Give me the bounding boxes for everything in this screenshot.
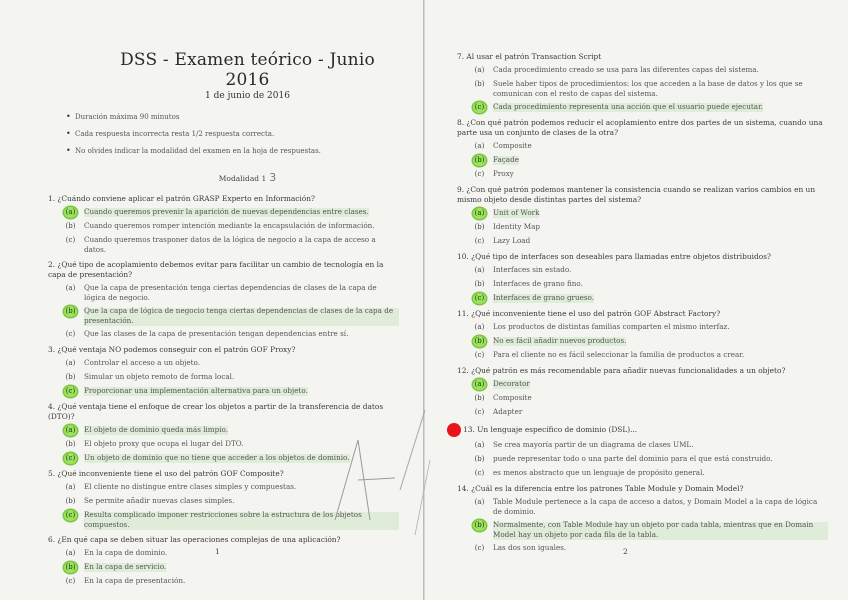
option-text: Composite — [493, 141, 532, 150]
question-number: 6. — [48, 535, 56, 544]
answer-option[interactable] — [56, 548, 399, 559]
option-label: (b) — [65, 222, 76, 230]
option-text: Que la capa de presentación tenga ciertas dependencias de clases de la capa de lógica de negocio. — [84, 283, 377, 302]
question-statement: ¿Qué ventaja NO podemos conseguir con el patrón GOF Proxy? — [57, 345, 296, 354]
question-number: 11. — [457, 309, 469, 318]
option-label-marked: (a) — [474, 209, 485, 217]
question-9 — [457, 185, 828, 247]
option-label: (a) — [474, 498, 485, 506]
question-number: 3. — [48, 345, 56, 354]
option-text: En la capa de servicio. — [84, 562, 167, 571]
option-label: (b) — [474, 394, 485, 402]
option-label: (b) — [474, 223, 485, 231]
question-text — [457, 52, 828, 62]
question-text — [48, 194, 399, 204]
answer-option[interactable] — [465, 440, 828, 451]
answer-option[interactable] — [56, 306, 399, 326]
question-number: 1. — [48, 194, 56, 203]
question-text — [457, 366, 828, 376]
option-text: Composite — [493, 393, 532, 402]
answer-option[interactable] — [465, 379, 828, 390]
question-10 — [457, 252, 828, 304]
option-label-marked: (c) — [65, 511, 76, 519]
question-text — [457, 484, 828, 494]
option-text: Adapter — [493, 407, 523, 416]
option-text: Las dos son iguales. — [493, 543, 567, 552]
option-label: (a) — [65, 284, 76, 292]
exam-title: DSS - Examen teórico - Junio 2016 — [120, 50, 375, 90]
option-text: El objeto de dominio queda más limpio. — [84, 425, 228, 434]
question-statement: ¿Con qué patrón podemos reducir el acoplamiento entre dos partes de un sistema, cuando una parte usa un conjunto de clases de la otra? — [457, 118, 823, 137]
option-text: Cada procedimiento representa una acción que el usuario puede ejecutar. — [493, 102, 764, 111]
answer-option[interactable] — [465, 393, 828, 404]
answer-option[interactable] — [56, 453, 399, 464]
question-text — [457, 185, 828, 205]
question-text — [48, 345, 399, 355]
answer-option[interactable] — [465, 336, 828, 347]
question-text — [48, 402, 399, 422]
option-text: Cuando queremos romper intención mediante la encapsulación de información. — [84, 221, 375, 230]
option-label: (a) — [474, 266, 485, 274]
option-text: Se permite añadir nuevas clases simples. — [84, 496, 235, 505]
answer-option[interactable] — [465, 279, 828, 290]
answer-option[interactable] — [465, 102, 828, 113]
option-text: No es fácil añadir nuevos productos. — [493, 336, 627, 345]
question-text — [457, 118, 828, 138]
answer-option[interactable] — [465, 322, 828, 333]
option-label: (a) — [474, 323, 485, 331]
option-label: (a) — [65, 359, 76, 367]
answer-option[interactable] — [465, 543, 828, 554]
page1-questions — [48, 194, 399, 587]
answer-option[interactable] — [465, 222, 828, 233]
option-label: (b) — [474, 80, 485, 88]
answer-option[interactable] — [56, 510, 399, 530]
option-text: Cada procedimiento creado se usa para las diferentes capas del sistema. — [493, 65, 759, 74]
option-text: Table Module pertenece a la capa de acceso a datos, y Domain Model a la capa de lógica de dominio. — [493, 497, 818, 516]
option-text: Resulta complicado imponer restricciones sobre la estructura de los objetos compuestos. — [84, 510, 399, 530]
question-4 — [48, 402, 399, 464]
option-label: (c) — [65, 330, 76, 338]
option-text: Identity Map — [493, 222, 540, 231]
question-number: 8. — [457, 118, 465, 127]
answer-option[interactable] — [56, 358, 399, 369]
question-statement: Al usar el patrón Transaction Script — [466, 52, 602, 61]
question-text — [48, 469, 399, 479]
exam-date: 1 de junio de 2016 — [205, 91, 290, 101]
answer-option[interactable] — [465, 497, 828, 517]
option-label-marked: (b) — [474, 521, 485, 529]
answer-option[interactable] — [56, 372, 399, 383]
option-text: Interfaces sin estado. — [493, 265, 572, 274]
answer-option[interactable] — [465, 265, 828, 276]
question-number: 2. — [48, 260, 56, 269]
question-number: 12. — [457, 366, 469, 375]
page2-questions — [457, 52, 828, 554]
answer-option[interactable] — [56, 439, 399, 450]
question-statement: ¿Qué ventaja tiene el enfoque de crear los objetos a partir de la transferencia de datos (DTO)? — [48, 402, 384, 421]
question-statement: ¿Con qué patrón podemos mantener la consistencia cuando se realizan varios cambios en un mismo objeto desde distintas partes del sistema? — [457, 185, 816, 204]
answer-option[interactable] — [465, 155, 828, 166]
option-text: Que las clases de la capa de presentación tengan dependencias entre sí. — [84, 329, 349, 338]
option-label: (c) — [474, 544, 485, 552]
option-text: Normalmente, con Table Module hay un objeto por cada tabla, mientras que en Domain Model hay un objeto por cada fila de la tabla. — [493, 520, 828, 540]
question-statement: ¿En qué capa se deben situar las operaciones complejas de una aplicación? — [57, 535, 341, 544]
option-text: Interfaces de grano grueso. — [493, 293, 595, 302]
option-text: El objeto proxy que ocupa el lugar del DTO. — [84, 439, 244, 448]
answer-option[interactable] — [465, 141, 828, 152]
option-text: Un objeto de dominio que no tiene que acceder a los objetos de dominio. — [84, 453, 350, 462]
option-text: Que la capa de lógica de negocio tenga ciertas dependencias de clases de la capa de presentación. — [84, 306, 399, 326]
option-label: (a) — [474, 142, 485, 150]
option-text: puede representar todo o una parte del dominio para el que está construido. — [493, 454, 773, 463]
option-label: (a) — [474, 441, 485, 449]
question-number: 4. — [48, 402, 56, 411]
option-text: Lazy Load — [493, 236, 531, 245]
answer-option[interactable] — [465, 65, 828, 76]
option-text: Simular un objeto remoto de forma local. — [84, 372, 235, 381]
option-text: Los productos de distintas familias comparten el mismo interfaz. — [493, 322, 730, 331]
option-label-marked: (b) — [65, 307, 76, 315]
question-statement: ¿Qué tipo de interfaces son deseables para llamadas entre objetos distribuidos? — [471, 252, 771, 261]
question-statement: Un lenguaje específico de dominio (DSL)... — [477, 425, 638, 434]
answer-option[interactable] — [465, 407, 828, 418]
option-label-marked: (a) — [65, 208, 76, 216]
option-label: (a) — [65, 549, 76, 557]
instruction-item: • No olvides indicar la modalidad del examen en la hoja de respuestas. — [66, 147, 399, 155]
question-8 — [457, 118, 828, 180]
answer-option[interactable] — [56, 425, 399, 436]
option-text: El cliente no distingue entre clases simples y compuestas. — [84, 482, 297, 491]
answer-option[interactable] — [56, 207, 399, 218]
question-7 — [457, 52, 828, 113]
modality-handwritten-mark: 3 — [269, 171, 277, 184]
option-text: Proxy — [493, 169, 514, 178]
option-label: (b) — [474, 280, 485, 288]
answer-option[interactable] — [56, 329, 399, 340]
question-12 — [457, 366, 828, 418]
answer-option[interactable] — [465, 350, 828, 361]
option-label-marked: (c) — [474, 103, 485, 111]
option-label-marked: (c) — [65, 387, 76, 395]
option-text: Unit of Work — [493, 208, 540, 217]
option-text: Cuando queremos prevenir la aparición de nuevas dependencias entre clases. — [84, 207, 369, 216]
question-text — [457, 309, 828, 319]
option-text: Para el cliente no es fácil seleccionar la familia de productos a crear. — [493, 350, 745, 359]
option-text: Decorator — [493, 379, 530, 388]
option-label: (a) — [65, 483, 76, 491]
option-label: (b) — [65, 373, 76, 381]
option-text: Cuando queremos trasponer datos de la lógica de negocio a la capa de acceso a datos. — [84, 235, 376, 254]
answer-option[interactable] — [465, 520, 828, 540]
question-text — [465, 423, 828, 437]
option-label: (c) — [65, 577, 76, 585]
option-label-marked: (b) — [474, 337, 485, 345]
option-label: (c) — [65, 236, 76, 244]
question-statement: ¿Cuándo conviene aplicar el patrón GRASP Experto en Información? — [57, 194, 315, 203]
option-text: En la capa de dominio. — [84, 548, 168, 557]
question-1 — [48, 194, 399, 255]
instruction-item: • Duración máxima 90 minutos — [66, 113, 399, 121]
question-5 — [48, 469, 399, 530]
option-label: (c) — [474, 351, 485, 359]
option-label: (b) — [65, 497, 76, 505]
option-label: (c) — [474, 408, 485, 416]
option-text: Proporcionar una implementación alternativa para un objeto. — [84, 386, 308, 395]
answer-option[interactable] — [465, 169, 828, 180]
answer-option[interactable] — [56, 562, 399, 573]
question-statement: ¿Qué inconveniente tiene el uso del patrón GOF Abstract Factory? — [471, 309, 721, 318]
option-label: (c) — [474, 237, 485, 245]
question-number: 7. — [457, 52, 465, 61]
answer-option[interactable] — [465, 236, 828, 247]
modality-label — [96, 171, 399, 184]
question-number: 13. — [463, 425, 475, 434]
question-text — [457, 252, 828, 262]
question-6 — [48, 535, 399, 587]
answer-option[interactable] — [56, 221, 399, 232]
question-3 — [48, 345, 399, 397]
instruction-item: • Cada respuesta incorrecta resta 1/2 respuesta correcta. — [66, 130, 399, 138]
question-statement: ¿Qué inconveniente tiene el uso del patrón GOF Composite? — [57, 469, 284, 478]
option-text: Suele haber tipos de procedimientos: los que acceden a la base de datos y los que se comunican con el resto de capas del sistema. — [493, 79, 803, 98]
question-number: 10. — [457, 252, 469, 261]
answer-option[interactable] — [465, 468, 828, 479]
answer-option[interactable] — [56, 576, 399, 587]
answer-option[interactable] — [56, 496, 399, 507]
question-11 — [457, 309, 828, 361]
option-label-marked: (b) — [65, 563, 76, 571]
option-text: En la capa de presentación. — [84, 576, 186, 585]
option-text: Controlar el acceso a un objeto. — [84, 358, 201, 367]
question-text — [48, 260, 399, 280]
option-text: Façade — [493, 155, 519, 164]
question-statement: ¿Qué tipo de acoplamiento debemos evitar para facilitar un cambio de tecnología en la capa de presentación? — [48, 260, 384, 279]
option-label: (b) — [474, 455, 485, 463]
option-label-marked: (c) — [65, 454, 76, 462]
answer-option[interactable] — [56, 235, 399, 255]
option-label-marked: (a) — [65, 426, 76, 434]
answer-option[interactable] — [465, 208, 828, 219]
option-label: (c) — [474, 469, 485, 477]
page-number: 1 — [215, 547, 220, 556]
option-label-marked: (a) — [474, 380, 485, 388]
answer-option[interactable] — [56, 482, 399, 493]
instructions-list — [56, 113, 399, 155]
answer-option[interactable] — [56, 386, 399, 397]
option-text: es menos abstracto que un lenguaje de propósito general. — [493, 468, 705, 477]
question-2 — [48, 260, 399, 340]
red-dot-mark — [447, 423, 461, 437]
option-label: (a) — [474, 66, 485, 74]
option-label-marked: (b) — [474, 156, 485, 164]
option-label-marked: (c) — [474, 294, 485, 302]
option-text: Interfaces de grano fino. — [493, 279, 583, 288]
answer-option[interactable] — [56, 283, 399, 303]
question-text — [48, 535, 399, 545]
option-label: (b) — [65, 440, 76, 448]
question-statement: ¿Qué patrón es más recomendable para añadir nuevas funcionalidades a un objeto? — [471, 366, 786, 375]
question-13 — [465, 423, 828, 479]
answer-option[interactable] — [465, 454, 828, 465]
question-statement: ¿Cuál es la diferencia entre los patrones Table Module y Domain Model? — [471, 484, 744, 493]
option-label: (c) — [474, 170, 485, 178]
option-text: Se crea mayoría partir de un diagrama de clases UML. — [493, 440, 694, 449]
question-number: 5. — [48, 469, 56, 478]
exam-page-2 — [425, 0, 848, 600]
question-14 — [457, 484, 828, 554]
modality-text: Modalidad 1 — [218, 174, 267, 183]
question-number: 9. — [457, 185, 465, 194]
answer-option[interactable] — [465, 79, 828, 99]
answer-option[interactable] — [465, 293, 828, 304]
question-number: 14. — [457, 484, 469, 493]
page-number: 2 — [623, 547, 628, 556]
